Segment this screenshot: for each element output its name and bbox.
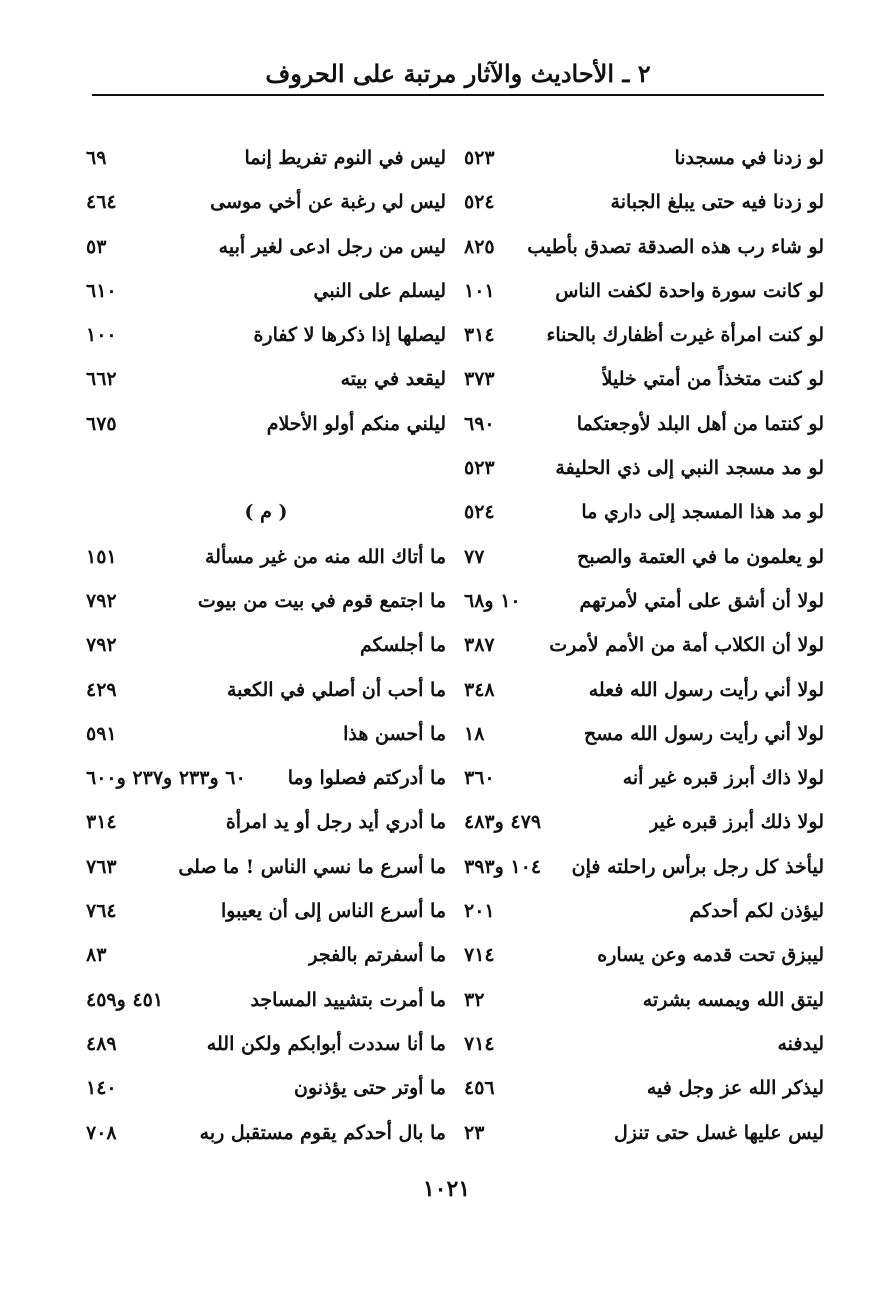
index-entry xyxy=(464,535,824,579)
index-entry xyxy=(464,446,824,490)
left-index-column xyxy=(86,136,446,1155)
entry-page-ref: ٥٢٣ xyxy=(464,457,495,480)
entry-text: ما أحب أن أصلي في الكعبة xyxy=(226,678,446,701)
section-spacer xyxy=(86,446,446,490)
entry-text: ليتق الله ويمسه بشرته xyxy=(642,988,824,1011)
entry-page-ref: ٧٦٣ xyxy=(86,855,117,878)
entry-page-ref: ٨٣ xyxy=(86,944,107,967)
right-index-column xyxy=(464,136,824,1155)
entry-page-ref: ٦٦٢ xyxy=(86,368,117,391)
entry-page-ref: ٦٩ xyxy=(86,147,107,169)
index-entry xyxy=(464,136,824,180)
entry-page-ref: ٤٧٩ و٤٨٣ xyxy=(464,811,542,834)
index-entry xyxy=(86,136,446,180)
entry-text: ما بال أحدكم يقوم مستقبل ربه xyxy=(199,1121,446,1144)
index-entry xyxy=(464,1066,824,1110)
index-entry xyxy=(86,845,446,889)
entry-text: ليلني منكم أولو الأحلام xyxy=(266,412,446,435)
index-entry xyxy=(86,668,446,712)
index-entry xyxy=(86,180,446,224)
entry-page-ref: ٦١٠ xyxy=(86,279,117,302)
entry-text: ليدفنه xyxy=(777,1032,824,1055)
index-entry xyxy=(464,623,824,667)
entry-text: ما أدري أيد رجل أو يد امرأة xyxy=(225,811,446,834)
entry-text: ما اجتمع قوم في بيت من بيوت xyxy=(197,589,446,612)
index-entry xyxy=(464,225,824,269)
index-entry xyxy=(464,357,824,401)
entry-page-ref: ٢٠١ xyxy=(464,900,495,923)
index-entry xyxy=(86,1022,446,1066)
index-entry xyxy=(86,978,446,1022)
entry-text: لولا أن الكلاب أمة من الأمم لأمرت xyxy=(549,634,824,657)
index-entry xyxy=(86,712,446,756)
entry-page-ref: ١٨ xyxy=(464,722,485,745)
entry-text: لولا ذلك أبرز قبره غير xyxy=(649,811,824,834)
index-entry xyxy=(86,933,446,977)
index-entry xyxy=(86,800,446,844)
index-entry xyxy=(86,889,446,933)
entry-text: لولا أني رأيت رسول الله مسح xyxy=(584,722,824,745)
entry-page-ref: ٧٦٤ xyxy=(86,900,117,923)
index-entry xyxy=(464,978,824,1022)
entry-page-ref: ٥٣ xyxy=(86,235,107,258)
index-entry xyxy=(464,933,824,977)
index-entry xyxy=(86,535,446,579)
entry-text: لو كنت امرأة غيرت أظفارك بالحناء xyxy=(546,324,824,347)
entry-text: لولا أني رأيت رسول الله فعله xyxy=(588,678,824,701)
entry-page-ref: ٥٢٤ xyxy=(464,501,495,524)
entry-text: ليقعد في بيته xyxy=(340,368,446,391)
header-rule xyxy=(92,94,824,96)
entry-text: ما أسفرتم بالفجر xyxy=(308,944,446,967)
entry-text: ليسلم على النبي xyxy=(313,279,446,302)
entry-text: ليأخذ كل رجل برأس راحلته فإن xyxy=(571,855,824,878)
entry-page-ref: ٤٥٦ xyxy=(464,1077,495,1100)
entry-page-ref: ٧١٤ xyxy=(464,944,495,967)
entry-page-ref: ٧٩٢ xyxy=(86,589,117,612)
entry-text: ليذكر الله عز وجل فيه xyxy=(646,1077,824,1100)
entry-page-ref: ١٥١ xyxy=(86,545,117,568)
index-entry xyxy=(464,313,824,357)
index-entry xyxy=(464,756,824,800)
entry-page-ref: ٣٢ xyxy=(464,988,485,1011)
entry-page-ref: ٤٢٩ xyxy=(86,678,117,701)
entry-text: لو زدنا في مسجدنا xyxy=(674,147,824,169)
entry-page-ref: ٥٩١ xyxy=(86,722,117,745)
entry-text: ليصلها إذا ذكرها لا كفارة xyxy=(253,324,446,347)
entry-text: لو زدنا فيه حتى يبلغ الجبانة xyxy=(610,191,824,214)
entry-text: ليس لي رغبة عن أخي موسى xyxy=(210,191,446,214)
entry-page-ref: ٦٠ و٢٣٣ و٢٣٧ و٦٠٠ xyxy=(86,767,246,790)
entry-text: ما أحسن هذا xyxy=(343,722,446,745)
entry-text: ما أوتر حتى يؤذنون xyxy=(294,1077,446,1100)
entry-page-ref: ٧٠٨ xyxy=(86,1121,117,1144)
index-entry xyxy=(86,225,446,269)
section-heading-mim: ( م ) xyxy=(244,501,288,524)
entry-text: لو يعلمون ما في العتمة والصبح xyxy=(577,545,824,568)
entry-page-ref: ٣١٤ xyxy=(86,811,117,834)
index-entry xyxy=(86,357,446,401)
index-entry xyxy=(464,180,824,224)
index-entry xyxy=(464,579,824,623)
entry-page-ref: ٤٨٩ xyxy=(86,1032,117,1055)
index-entry xyxy=(464,402,824,446)
page-number: ١٠٢١ xyxy=(422,1176,471,1202)
index-entry xyxy=(464,668,824,712)
entry-text: لو كنتما من أهل البلد لأوجعتكما xyxy=(576,412,824,435)
entry-text: لولا أن أشق على أمتي لأمرتهم xyxy=(579,589,824,612)
index-entry xyxy=(464,889,824,933)
index-entry xyxy=(464,800,824,844)
index-entry xyxy=(86,756,446,800)
entry-page-ref: ٣٨٧ xyxy=(464,634,495,657)
entry-page-ref: ١٠ و٦٨ xyxy=(464,589,521,612)
page-header-title: ٢ ـ الأحاديث والآثار مرتبة على الحروف xyxy=(265,59,651,88)
entry-page-ref: ٤٦٤ xyxy=(86,191,117,214)
entry-text: ليس من رجل ادعى لغير أبيه xyxy=(218,235,446,258)
entry-text: ما أدركتم فصلوا وما xyxy=(287,767,446,790)
index-entry xyxy=(464,1022,824,1066)
index-entry xyxy=(86,402,446,446)
index-entry xyxy=(464,269,824,313)
entry-text: ليس في النوم تفريط إنما xyxy=(244,147,446,169)
entry-text: ما أسرع الناس إلى أن يعيبوا xyxy=(221,900,446,923)
index-entry xyxy=(86,1066,446,1110)
entry-page-ref: ٦٩٠ xyxy=(464,412,495,435)
entry-page-ref: ٧٧ xyxy=(464,545,485,568)
index-entry xyxy=(86,313,446,357)
entry-page-ref: ١٤٠ xyxy=(86,1077,117,1100)
entry-page-ref: ٨٢٥ xyxy=(464,235,495,258)
entry-page-ref: ٧٩٢ xyxy=(86,634,117,657)
entry-text: ما أنا سددت أبوابكم ولكن الله xyxy=(206,1032,446,1055)
entry-page-ref: ٦٧٥ xyxy=(86,412,117,435)
entry-page-ref: ١٠١ xyxy=(464,279,495,302)
entry-page-ref: ٥٢٣ xyxy=(464,147,495,169)
entry-text: لو كانت سورة واحدة لكفت الناس xyxy=(555,279,824,302)
entry-page-ref: ٥٢٤ xyxy=(464,191,495,214)
entry-text: لو كنت متخذاً من أمتي خليلاً xyxy=(601,368,824,391)
entry-text: لو مد هذا المسجد إلى داري ما xyxy=(581,501,824,524)
left-column-top-group xyxy=(86,136,446,446)
entry-page-ref: ٣٤٨ xyxy=(464,678,495,701)
entry-text: لولا ذاك أبرز قبره غير أنه xyxy=(622,767,824,790)
entry-page-ref: ١٠٤ و٣٩٣ xyxy=(464,855,542,878)
index-entry xyxy=(86,623,446,667)
entry-page-ref: ٧١٤ xyxy=(464,1032,495,1055)
entry-page-ref: ٤٥١ و٤٥٩ xyxy=(86,988,164,1011)
index-entry xyxy=(464,845,824,889)
entry-page-ref: ٣٦٠ xyxy=(464,767,495,790)
entry-text: ليبزق تحت قدمه وعن يساره xyxy=(597,944,824,967)
index-entry xyxy=(86,579,446,623)
index-entry xyxy=(464,712,824,756)
entry-text: ليؤذن لكم أحدكم xyxy=(689,900,824,923)
entry-text: ما أسرع ما نسي الناس ! ما صلى xyxy=(178,855,446,878)
index-entry xyxy=(86,1111,446,1155)
index-entry xyxy=(86,269,446,313)
index-entry xyxy=(464,490,824,534)
entry-page-ref: ١٠٠ xyxy=(86,324,117,347)
entry-text: ما أتاك الله منه من غير مسألة xyxy=(205,545,446,568)
entry-page-ref: ٣١٤ xyxy=(464,324,495,347)
entry-text: ما أجلسكم xyxy=(360,634,446,657)
entry-text: لو مد مسجد النبي إلى ذي الحليفة xyxy=(555,457,824,480)
entry-text: ما أمرت بتشييد المساجد xyxy=(250,988,446,1011)
entry-page-ref: ٢٣ xyxy=(464,1121,485,1144)
left-column-bottom-group xyxy=(86,535,446,1155)
entry-page-ref: ٣٧٣ xyxy=(464,368,495,391)
entry-text: ليس عليها غسل حتى تنزل xyxy=(613,1121,824,1144)
entry-text: لو شاء رب هذه الصدقة تصدق بأطيب xyxy=(527,235,824,258)
index-entry xyxy=(464,1111,824,1155)
